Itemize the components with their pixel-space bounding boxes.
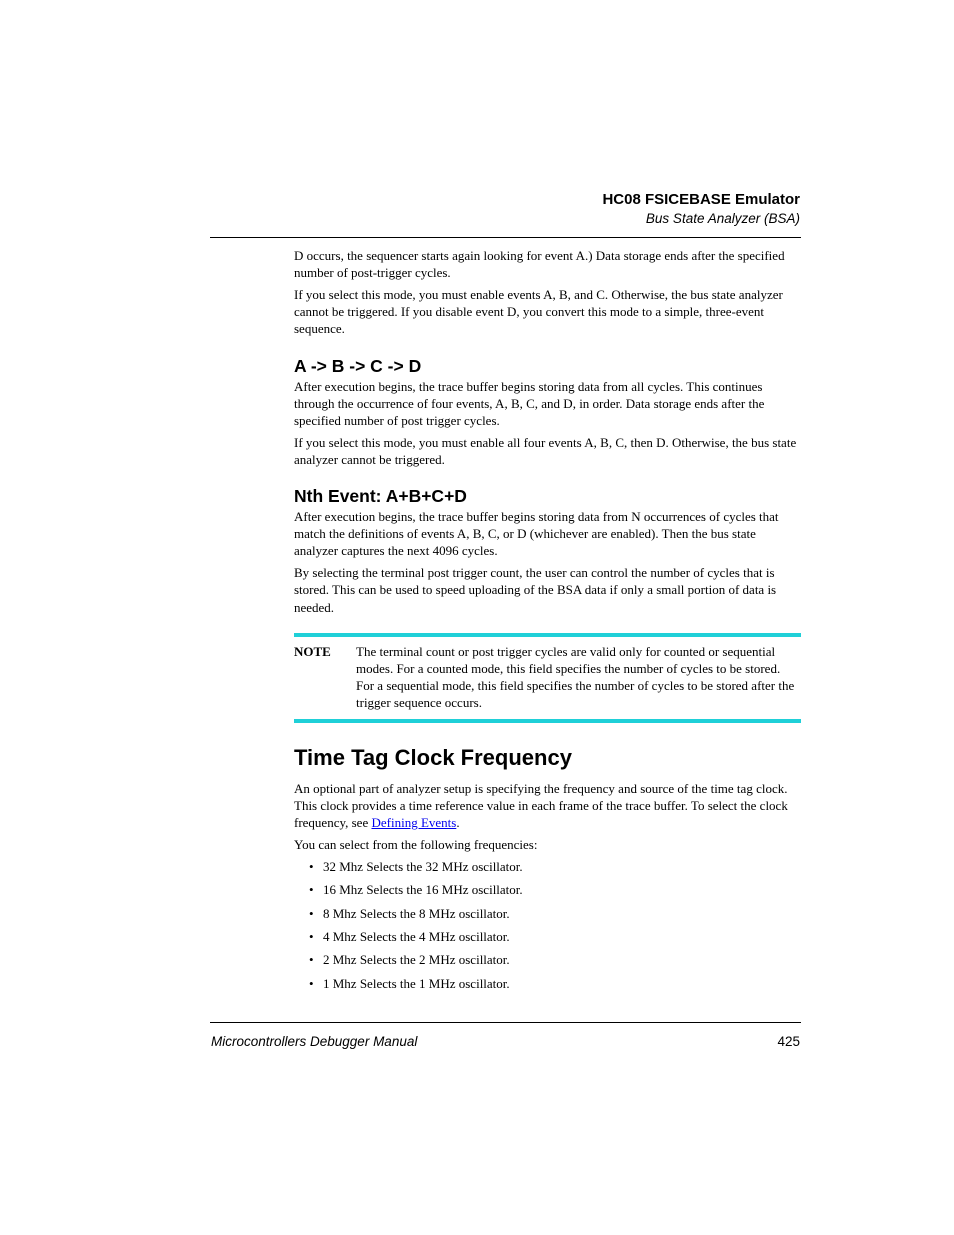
list-item xyxy=(294,881,801,898)
frequency-list xyxy=(294,858,801,992)
note-label: NOTE xyxy=(294,643,331,659)
nth-paragraph-2: By selecting the terminal post trigger count, the user can control the number of cycles that is stored. This can be used to speed uploading of the BSA data if only a small portion of data is needed. xyxy=(294,565,777,615)
list-item-text: 16 Mhz Selects the 16 MHz oscillator. xyxy=(323,882,523,898)
intro-paragraph-1: D occurs, the sequencer starts again looking for event A.) Data storage ends after the specified number of post-trigger cycles. xyxy=(294,248,785,281)
header-rule xyxy=(210,237,801,238)
list-item xyxy=(294,858,801,875)
timetag-paragraph-1 xyxy=(294,780,801,832)
note-text: The terminal count or post trigger cycles are valid only for counted or sequential modes. For a counted mode, this field specifies the number of cycles to be stored. For a sequential mode, this field specifies the number of cycles to be stored after the trigger sequence occurs. xyxy=(356,643,795,711)
nth-paragraph-1: After execution begins, the trace buffer begins storing data from N occurrences of cycles that match the definitions of events A, B, C, or D (whichever are enabled). Then the bus state analyzer captures the next 4096 cycles. xyxy=(294,509,779,559)
running-header-subtitle: Bus State Analyzer (BSA) xyxy=(645,211,800,226)
list-item xyxy=(294,928,801,945)
bullet: • xyxy=(309,929,314,945)
list-item-text: 32 Mhz Selects the 32 MHz oscillator. xyxy=(323,858,523,874)
list-item xyxy=(294,905,801,922)
heading-a-b-c-d: A -> B -> C -> D xyxy=(294,355,422,376)
footer-rule xyxy=(210,1022,801,1023)
list-item-text: 4 Mhz Selects the 4 MHz oscillator. xyxy=(323,929,510,945)
list-item-text: 1 Mhz Selects the 1 MHz oscillator. xyxy=(323,975,510,991)
note-box xyxy=(294,633,801,723)
timetag-paragraph-1-end: . xyxy=(456,814,460,830)
defining-events-link[interactable]: Defining Events xyxy=(371,814,457,830)
page-body xyxy=(294,247,801,998)
bullet: • xyxy=(309,952,314,968)
list-item-text: 2 Mhz Selects the 2 MHz oscillator. xyxy=(323,952,510,968)
heading-time-tag-clock-frequency: Time Tag Clock Frequency xyxy=(294,744,572,770)
running-header-title: HC08 FSICEBASE Emulator xyxy=(602,191,800,208)
abcd-paragraph-1: After execution begins, the trace buffer begins storing data from all cycles. This continues through the occurrence of four events, A, B, C, and D, in order. Data storage ends after the specified number of post trigger cycles. xyxy=(294,378,765,428)
bullet: • xyxy=(309,975,314,991)
page-number: 425 xyxy=(777,1034,800,1049)
timetag-paragraph-1-text: An optional part of analyzer setup is specifying the frequency and source of the time tag clock. This clock provides a time reference value in each frame of the trace buffer. To select the clock frequency, see xyxy=(294,780,788,830)
list-item xyxy=(294,975,801,992)
heading-nth-event: Nth Event: A+B+C+D xyxy=(294,486,467,507)
list-item xyxy=(294,951,801,968)
bullet: • xyxy=(309,882,314,898)
bullet: • xyxy=(309,858,314,874)
footer-manual-title: Microcontrollers Debugger Manual xyxy=(211,1034,418,1049)
timetag-paragraph-2: You can select from the following frequencies: xyxy=(294,836,538,852)
intro-paragraph-2: If you select this mode, you must enable events A, B, and C. Otherwise, the bus state analyzer cannot be triggered. If you disable event D, you convert this mode to a simple, three-event sequence. xyxy=(294,286,783,337)
bullet: • xyxy=(309,905,314,921)
abcd-paragraph-2: If you select this mode, you must enable all four events A, B, C, then D. Otherwise, the bus state analyzer cannot be triggered. xyxy=(294,434,797,467)
list-item-text: 8 Mhz Selects the 8 MHz oscillator. xyxy=(323,905,510,921)
